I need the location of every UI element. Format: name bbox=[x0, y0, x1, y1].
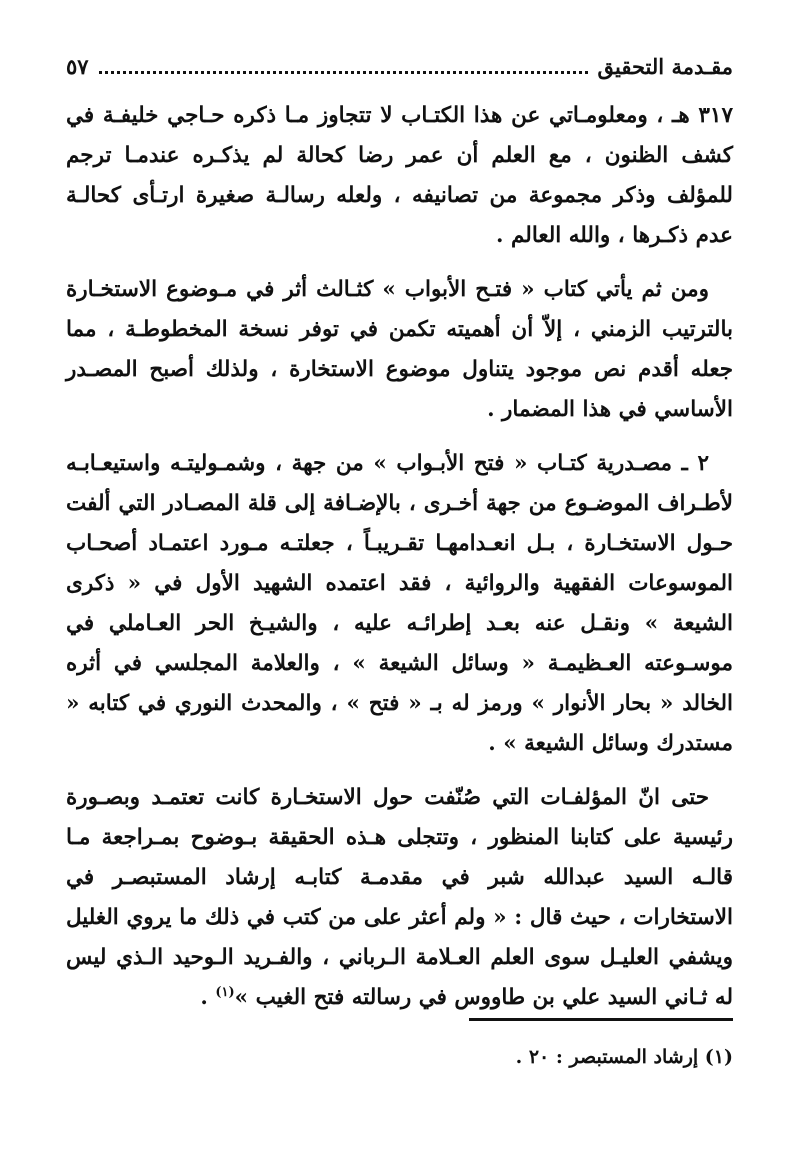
paragraph-3: ٢ ـ مصـدرية كتـاب « فتح الأبـواب » من جهة ، وشمـوليتـه واستيعـابـه لأطـراف الموضـوع من جهة أخـرى ، بالإضـافة إلى قلة المصـادر التي ألفت حـول الاستخـارة ، بـل انعـدامهـا تقـريبـاً ، جعلتـه مـورد اعتمـاد أصحـاب الموسوعات الفقهية والروائية ، فقد اعتمده الشهيد الأول في « ذكرى الشيعة » ونقـل عنه بعـد إطرائـه عليه ، والشيـخ الحر العـاملي في موسـوعته العـظيمـة « وسائل الشيعة » ، والعلامة المجلسي في أثره الخالد « بحار الأنوار » ورمز له بـ « فتح » ، والمحدث النوري في كتابه « مستدرك وسائل الشيعة » . bbox=[66, 451, 733, 756]
footnote-marker: (١) bbox=[215, 984, 235, 1000]
paragraph-4-text: حتى انّ المؤلفـات التي صُنّفت حول الاستخـارة كانت تعتمـد وبصـورة رئيسية على كتابنا المنظور ، وتتجلى هـذه الحقيقة بـوضوح بمـراجعة مـا قالـه السيد عبدالله شبر في مقدمـة كتابـه إرشاد المستبصـر في الاستخارات ، حيث قال : « ولم أعثر على من كتب في ذلك ما يروي الغليل ويشفي العليـل سوى العلم العـلامة الـرباني ، والفـريد الـوحيد الـذي ليس له ثـاني السيد علي بن طاووس في رسالته فتح الغيب » bbox=[66, 785, 733, 1010]
paragraph-4-end: . bbox=[200, 985, 216, 1010]
footnote: (١) إرشاد المستبصر : ٢٠ . bbox=[515, 1046, 733, 1068]
footnote-separator bbox=[469, 1018, 733, 1021]
header-title: مقـدمة التحقيق bbox=[597, 53, 733, 79]
page-number: ٥٧ bbox=[66, 53, 89, 79]
main-text bbox=[66, 96, 733, 1032]
running-header bbox=[66, 48, 733, 84]
paragraph-4 bbox=[66, 778, 733, 1018]
paragraph-1: ٣١٧ هـ ، ومعلومـاتي عن هذا الكتـاب لا تتجاوز مـا ذكره حـاجي خليفـة في كشف الظنون ، مع العلم أن عمر رضا كحالة لم يذكـره عندمـا ترجم للمؤلف وذكر مجموعة من تصانيفه ، ولعله رسالـة صغيرة ارتـأى كحالـة عدم ذكـرها ، والله العالم . bbox=[66, 103, 733, 248]
paragraph-2: ومن ثم يأتي كتاب « فتـح الأبواب » كثـالث أثر في مـوضوع الاستخـارة بالترتيب الزمني ، إلاّ أن أهميته تكمن في توفر نسخة المخطوطـة ، مما جعله أقدم نص موجود يتناول موضوع الاستخارة ، ولذلك أصبح المصـدر الأساسي في هذا المضمار . bbox=[66, 277, 733, 422]
header-dot-leader bbox=[99, 71, 588, 74]
